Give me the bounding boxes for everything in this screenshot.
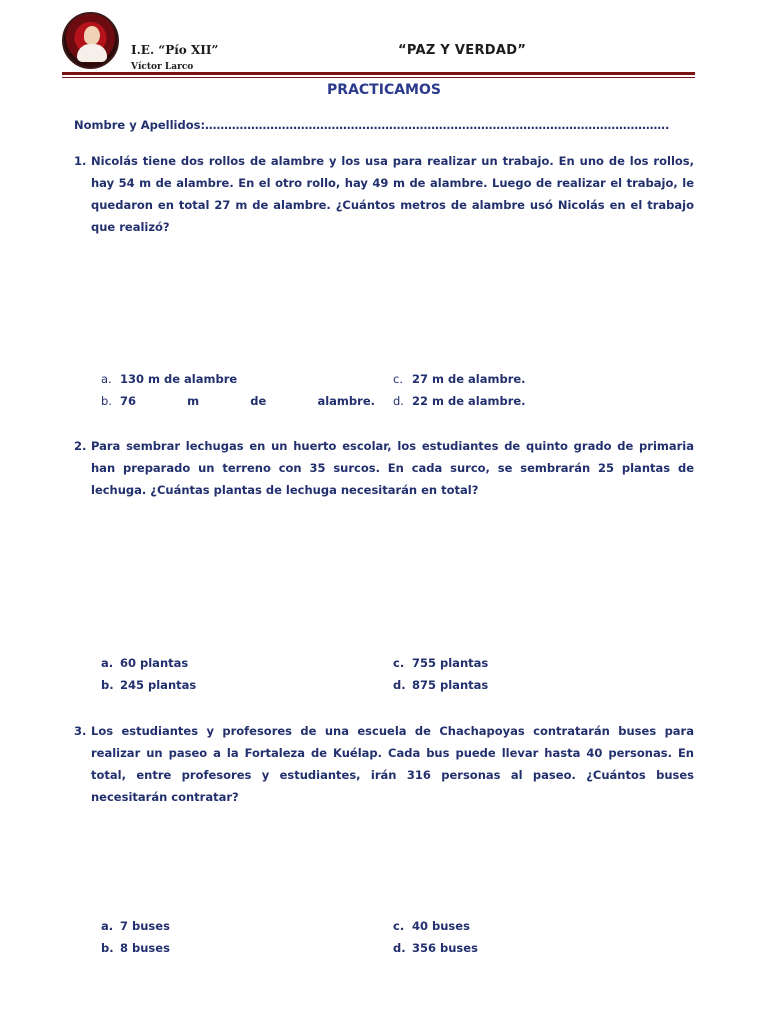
option-text: 755 plantas	[412, 656, 489, 670]
option-2a[interactable]	[101, 656, 188, 670]
school-motto: “PAZ Y VERDAD”	[398, 43, 527, 58]
option-word: m	[187, 394, 200, 408]
option-letter: a.	[101, 656, 114, 670]
page-title: PRACTICAMOS	[327, 82, 441, 98]
option-1a[interactable]	[101, 372, 237, 386]
option-1b[interactable]	[101, 394, 375, 408]
question-text: Los estudiantes y profesores de una escuela de Chachapoyas contratarán buses para realizar un paseo a la Fortaleza de Kuélap. Cada bus puede llevar hasta 40 personas. En total, entre profesores y estudiantes, irán 316 personas al paseo. ¿Cuántos buses necesitarán contratar?	[91, 724, 694, 804]
option-letter: b.	[101, 941, 114, 955]
school-name: I.E. “Pío XII”	[131, 43, 219, 57]
question-3	[74, 720, 694, 808]
option-text: 875 plantas	[412, 678, 489, 692]
option-word: de	[250, 394, 267, 408]
option-3d[interactable]	[393, 941, 478, 955]
option-text: 27 m de alambre.	[412, 372, 526, 386]
question-number: 2.	[74, 439, 87, 453]
option-letter: a.	[101, 372, 112, 386]
option-text: 22 m de alambre.	[412, 394, 526, 408]
option-letter: c.	[393, 919, 405, 933]
question-2	[74, 435, 694, 501]
option-letter: d.	[393, 941, 406, 955]
header-divider-thin	[62, 77, 695, 78]
school-location: Víctor Larco	[131, 62, 194, 72]
option-2c[interactable]	[393, 656, 488, 670]
option-1c[interactable]	[393, 372, 526, 386]
question-text: Para sembrar lechugas en un huerto escolar, los estudiantes de quinto grado de primaria han preparado un terreno con 35 surcos. En cada surco, se sembrarán 25 plantas de lechuga. ¿Cuántas plantas de lechuga necesitarán en total?	[91, 439, 694, 497]
school-logo	[62, 12, 119, 69]
option-3c[interactable]	[393, 919, 470, 933]
option-word: alambre.	[317, 394, 375, 408]
question-number: 3.	[74, 724, 87, 738]
header-divider-thick	[62, 72, 695, 75]
option-letter: b.	[101, 394, 112, 408]
option-3a[interactable]	[101, 919, 170, 933]
name-field[interactable]: Nombre y Apellidos:………………………………………………………………………………………………………….	[74, 118, 670, 132]
option-1d[interactable]	[393, 394, 526, 408]
option-text: 40 buses	[412, 919, 470, 933]
option-letter: c.	[393, 656, 405, 670]
question-1	[74, 150, 694, 238]
option-letter: c.	[393, 372, 403, 386]
option-3b[interactable]	[101, 941, 170, 955]
option-text: 7 buses	[120, 919, 170, 933]
option-2b[interactable]	[101, 678, 196, 692]
option-text: 245 plantas	[120, 678, 197, 692]
question-text: Nicolás tiene dos rollos de alambre y los usa para realizar un trabajo. En uno de los rollos, hay 54 m de alambre. En el otro rollo, hay 49 m de alambre. Luego de realizar el trabajo, le quedaron en total 27 m de alambre. ¿Cuántos metros de alambre usó Nicolás en el trabajo que realizó?	[91, 154, 694, 234]
option-letter: d.	[393, 678, 406, 692]
option-word: 76	[120, 394, 137, 408]
option-letter: a.	[101, 919, 114, 933]
option-text: 8 buses	[120, 941, 170, 955]
option-text	[120, 394, 375, 408]
option-letter: b.	[101, 678, 114, 692]
option-text: 130 m de alambre	[120, 372, 238, 386]
logo-portrait-face	[84, 26, 100, 45]
logo-portrait-robe	[77, 44, 107, 62]
option-letter: d.	[393, 394, 404, 408]
option-text: 356 buses	[412, 941, 478, 955]
option-text: 60 plantas	[120, 656, 189, 670]
question-number: 1.	[74, 154, 87, 168]
option-2d[interactable]	[393, 678, 488, 692]
